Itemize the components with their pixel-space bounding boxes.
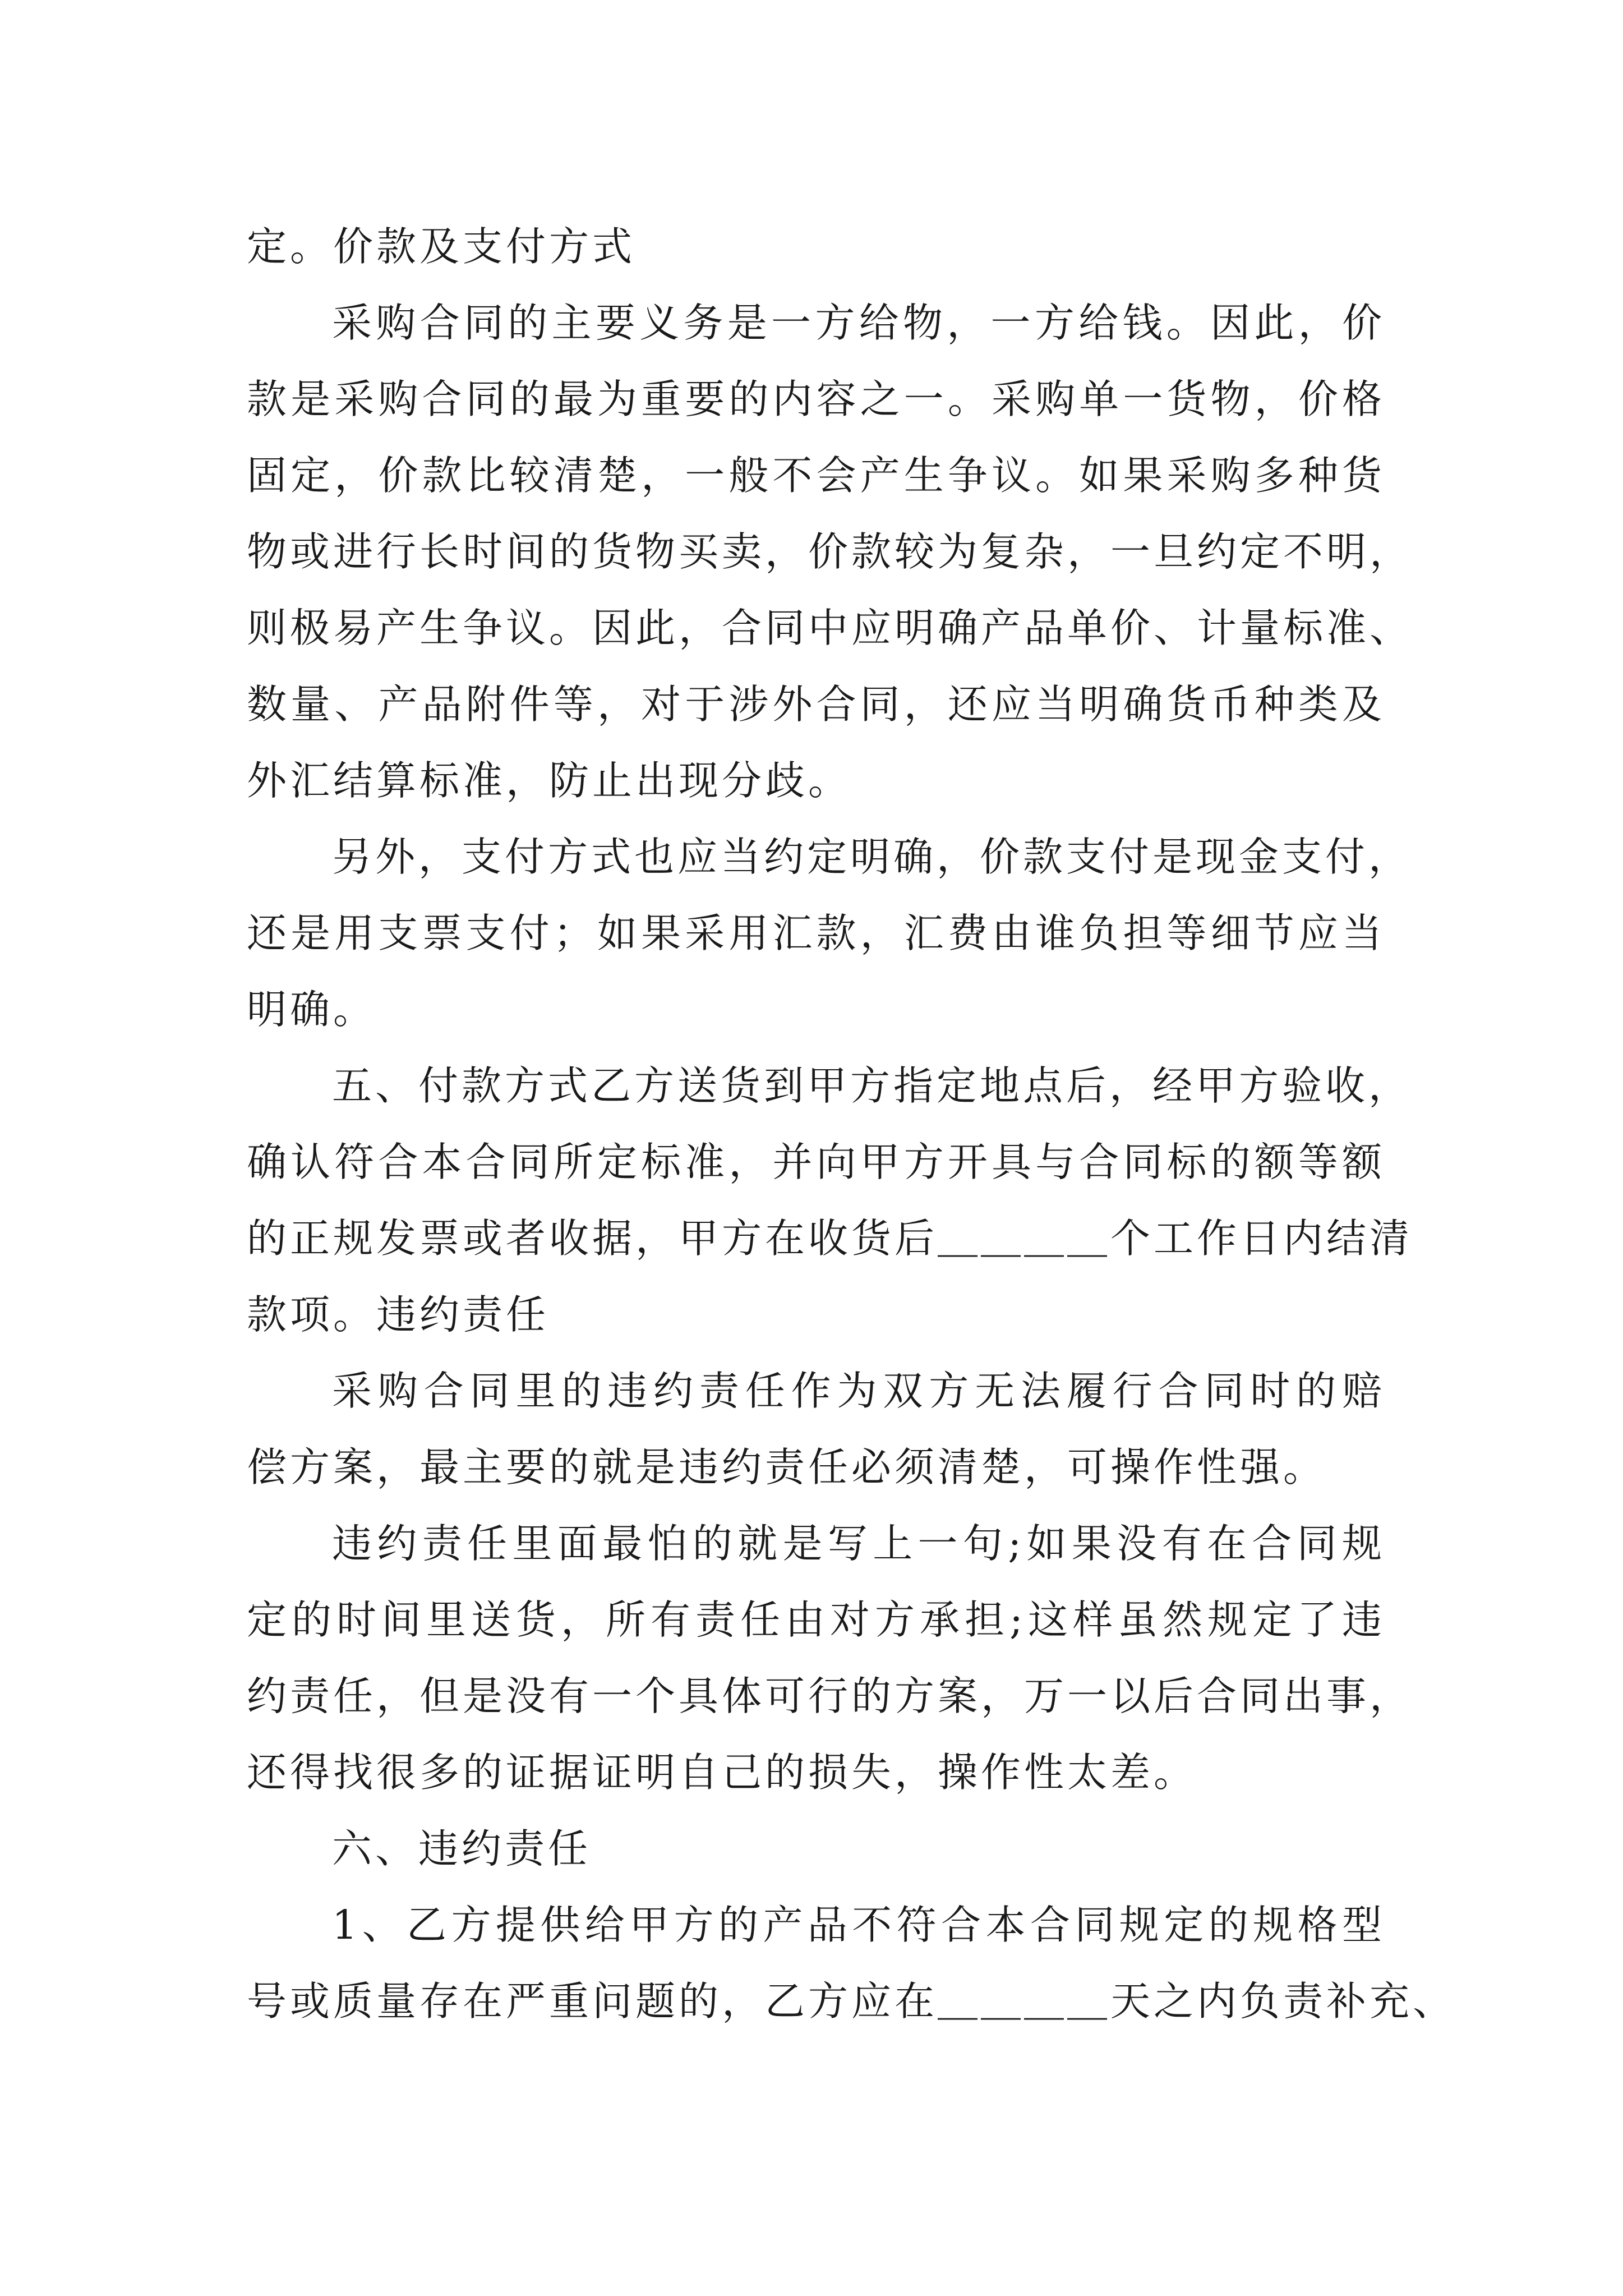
- text-line-21: 还得找很多的证据证明自己的损失，操作性太差。: [247, 1749, 1197, 1796]
- text-line-10: 还是用支票支付；如果采用汇款，汇费由谁负担等细节应当: [247, 910, 1385, 956]
- text-line-18: 违约责任里面最怕的就是写上一句;如果没有在合同规: [332, 1520, 1385, 1567]
- text-line-19: 定的时间里送货，所有责任由对方承担;这样虽然规定了违: [247, 1596, 1385, 1643]
- text-line-23: 1、乙方提供给甲方的产品不符合本合同规定的规格型: [332, 1902, 1385, 1948]
- text-line-2: 采购合同的主要义务是一方给物，一方给钱。因此，价: [332, 300, 1385, 346]
- text-line-24: 号或质量存在严重问题的，乙方应在＿＿＿＿天之内负责补充、: [247, 1978, 1456, 2024]
- text-line-22: 六、违约责任: [332, 1825, 592, 1872]
- text-line-8: 外汇结算标准，防止出现分歧。: [247, 757, 852, 804]
- text-line-15: 款项。违约责任: [247, 1291, 550, 1338]
- text-line-12: 五、付款方式乙方送货到甲方指定地点后，经甲方验收，: [332, 1062, 1412, 1109]
- text-line-17: 偿方案，最主要的就是违约责任必须清楚，可操作性强。: [247, 1444, 1327, 1490]
- document-body: [247, 209, 1456, 2040]
- text-line-11: 明确。: [247, 986, 377, 1033]
- text-line-13: 确认符合本合同所定标准，并向甲方开具与合同标的额等额: [247, 1139, 1385, 1185]
- text-line-7: 数量、产品附件等，对于涉外合同，还应当明确货币种类及: [247, 681, 1385, 728]
- text-line-4: 固定，价款比较清楚，一般不会产生争议。如果采购多种货: [247, 452, 1385, 499]
- text-line-9: 另外，支付方式也应当约定明确，价款支付是现金支付，: [332, 834, 1412, 880]
- text-line-5: 物或进行长时间的货物买卖，价款较为复杂，一旦约定不明，: [247, 528, 1413, 575]
- text-line-1: 定。价款及支付方式: [247, 223, 636, 270]
- text-line-3: 款是采购合同的最为重要的内容之一。采购单一货物，价格: [247, 376, 1385, 422]
- text-line-20: 约责任，但是没有一个具体可行的方案，万一以后合同出事，: [247, 1673, 1413, 1719]
- text-line-14: 的正规发票或者收据，甲方在收货后＿＿＿＿个工作日内结清: [247, 1215, 1413, 1262]
- text-line-6: 则极易产生争议。因此，合同中应明确产品单价、计量标准、: [247, 605, 1413, 651]
- text-line-16: 采购合同里的违约责任作为双方无法履行合同时的赔: [332, 1368, 1385, 1414]
